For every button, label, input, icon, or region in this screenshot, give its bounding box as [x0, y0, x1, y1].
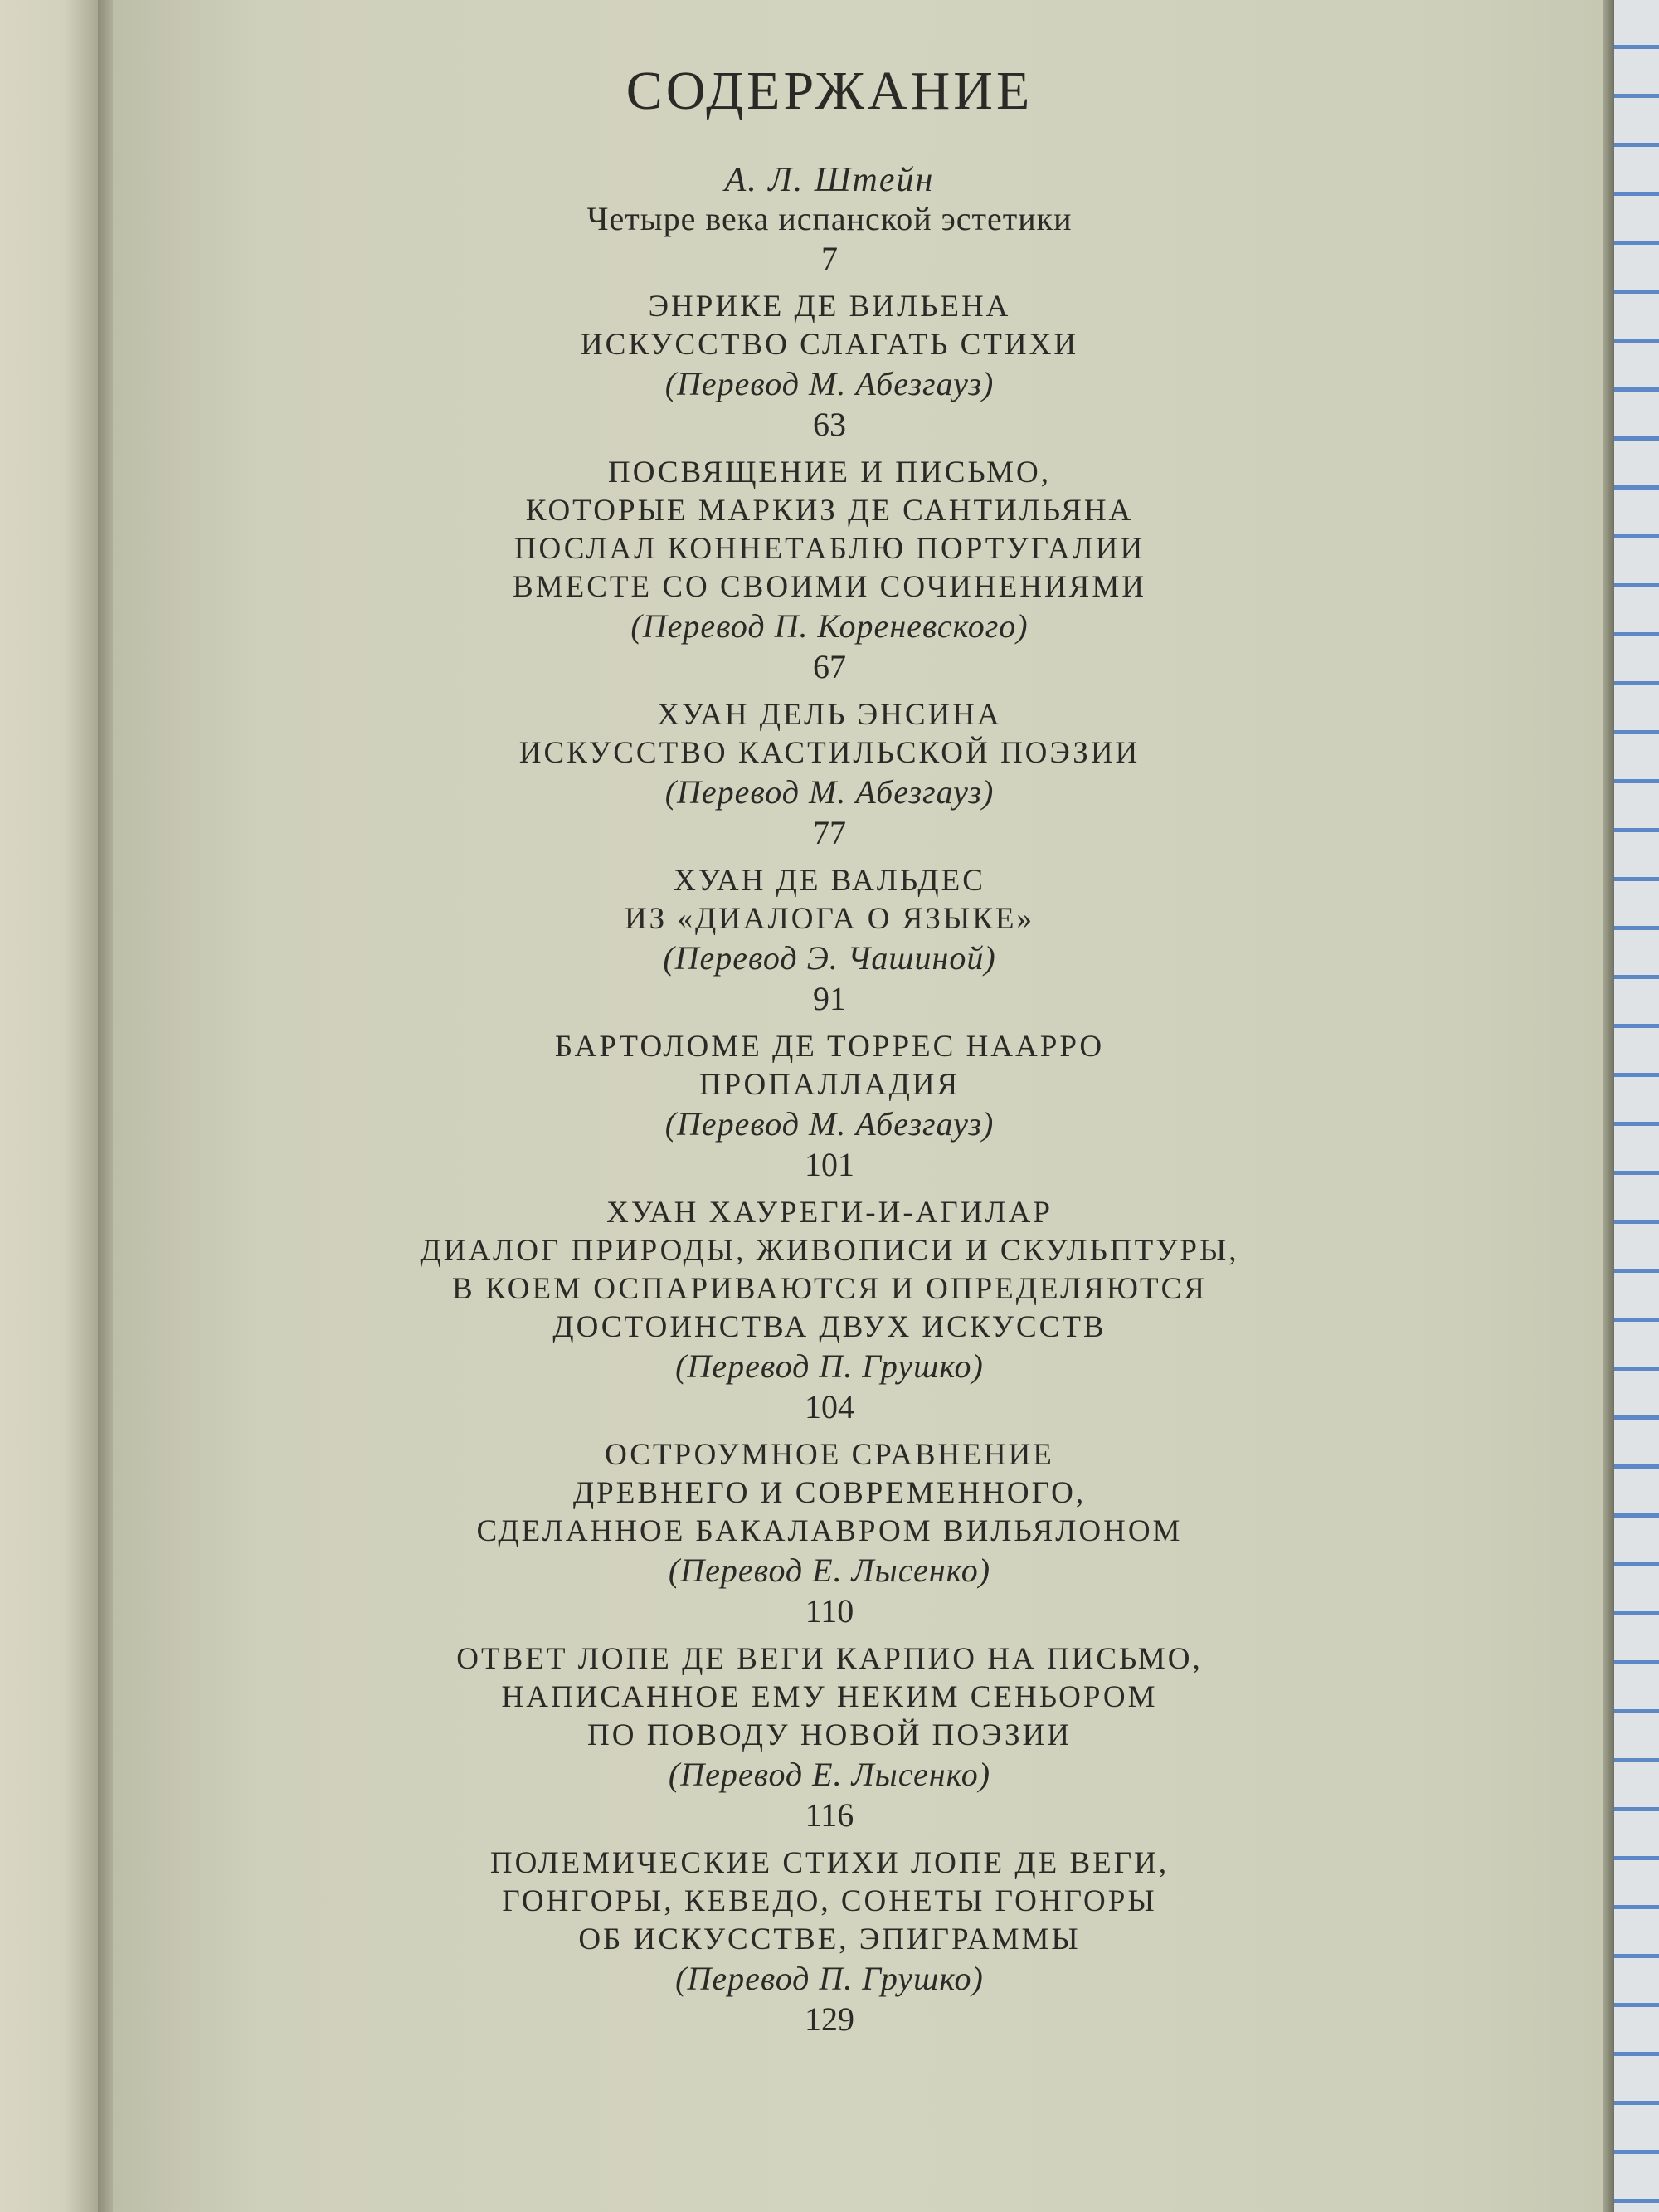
toc-entry [249, 862, 1410, 1020]
entry-translator: (Перевод П. Грушко) [675, 1347, 984, 1385]
entry-page-number: 63 [813, 406, 846, 443]
entry-title-line: ОТВЕТ ЛОПЕ ДЕ ВЕГИ КАРПИО НА ПИСЬМО, [456, 1642, 1203, 1676]
entry-title-line: ПРОПАЛЛАДИЯ [698, 1068, 961, 1102]
toc-entry [249, 454, 1410, 688]
entry-page-number: 77 [813, 814, 846, 851]
entry-title-line: ХУАН ДЕЛЬ ЭНСИНА [657, 698, 1002, 732]
entry-title-line: ОБ ИСКУССТВЕ, ЭПИГРАММЫ [578, 1922, 1081, 1956]
entry-translator: (Перевод Е. Лысенко) [668, 1756, 991, 1793]
intro-page-number: 7 [821, 240, 838, 277]
entry-page-number: 67 [813, 648, 846, 685]
page-title: СОДЕРЖАНИЕ [625, 61, 1034, 121]
entry-title-line: ХУАН ХАУРЕГИ-И-АГИЛАР [606, 1196, 1053, 1230]
entry-translator: (Перевод М. Абезгауз) [664, 365, 995, 402]
entry-title-line: ПОЛЕМИЧЕСКИЕ СТИХИ ЛОПЕ ДЕ ВЕГИ, [489, 1846, 1170, 1880]
entry-title-line: ПО ПОВОДУ НОВОЙ ПОЭЗИИ [587, 1718, 1072, 1752]
toc-entries [249, 160, 1410, 2049]
toc-entry [249, 1194, 1410, 1428]
toc-entry [249, 1844, 1410, 2040]
intro-title: Четыре века испанской эстетики [586, 200, 1073, 237]
entry-title-line: ИСКУССТВО КАСТИЛЬСКОЙ ПОЭЗИИ [518, 736, 1141, 770]
toc-entry [249, 288, 1410, 446]
toc-entry [249, 1436, 1410, 1632]
entry-page-number: 129 [805, 2000, 854, 2038]
entry-page-number: 101 [805, 1146, 854, 1183]
entry-title-line: В КОЕМ ОСПАРИВАЮТСЯ И ОПРЕДЕЛЯЮТСЯ [452, 1272, 1207, 1306]
entry-title-line: ВМЕСТЕ СО СВОИМИ СОЧИНЕНИЯМИ [513, 570, 1146, 604]
entry-translator: (Перевод М. Абезгауз) [664, 1105, 995, 1143]
intro-author: А. Л. Штейн [724, 161, 935, 199]
entry-title-line: ПОСЛАЛ КОННЕТАБЛЮ ПОРТУГАЛИИ [513, 532, 1146, 566]
entry-title-line: ДИАЛОГ ПРИРОДЫ, ЖИВОПИСИ И СКУЛЬПТУРЫ, [420, 1234, 1239, 1268]
entry-page-number: 116 [805, 1796, 854, 1834]
toc-entry [249, 696, 1410, 854]
entry-title-line: ПОСВЯЩЕНИЕ И ПИСЬМО, [607, 456, 1052, 490]
entry-page-number: 110 [805, 1592, 854, 1630]
entry-title-line: ЭНРИКЕ ДЕ ВИЛЬЕНА [648, 290, 1011, 324]
entry-translator: (Перевод М. Абезгауз) [664, 773, 995, 811]
entry-page-number: 104 [805, 1388, 854, 1425]
entry-title-line: СДЕЛАННОЕ БАКАЛАВРОМ ВИЛЬЯЛОНОМ [476, 1514, 1183, 1548]
entry-title-line: ГОНГОРЫ, КЕВЕДО, СОНЕТЫ ГОНГОРЫ [502, 1884, 1157, 1918]
entry-translator: (Перевод Э. Чашиной) [663, 939, 996, 977]
entry-title-line: ХУАН ДЕ ВАЛЬДЕС [674, 864, 985, 898]
toc-entry [249, 1028, 1410, 1186]
entry-title-line: ИСКУССТВО СЛАГАТЬ СТИХИ [580, 328, 1079, 362]
entry-title-line: ДОСТОИНСТВА ДВУХ ИСКУССТВ [552, 1310, 1107, 1344]
entry-title-line: КОТОРЫЕ МАРКИЗ ДЕ САНТИЛЬЯНА [525, 494, 1134, 528]
entry-title-line: НАПИСАННОЕ ЕМУ НЕКИМ СЕНЬОРОМ [501, 1680, 1158, 1714]
entry-title-line: ИЗ «ДИАЛОГА О ЯЗЫКЕ» [624, 902, 1035, 936]
entry-title-line: БАРТОЛОМЕ ДЕ ТОРРЕС НААРРО [554, 1030, 1105, 1064]
entry-page-number: 91 [813, 980, 846, 1017]
entry-translator: (Перевод П. Грушко) [675, 1960, 984, 1997]
toc-entry-intro [249, 160, 1410, 280]
entry-translator: (Перевод П. Кореневского) [630, 607, 1029, 645]
entry-title-line: ОСТРОУМНОЕ СРАВНЕНИЕ [605, 1438, 1054, 1472]
entry-translator: (Перевод Е. Лысенко) [668, 1552, 991, 1589]
entry-title-line: ДРЕВНЕГО И СОВРЕМЕННОГО, [572, 1476, 1087, 1510]
toc-entry [249, 1640, 1410, 1836]
toc-entry-list [249, 288, 1410, 2040]
